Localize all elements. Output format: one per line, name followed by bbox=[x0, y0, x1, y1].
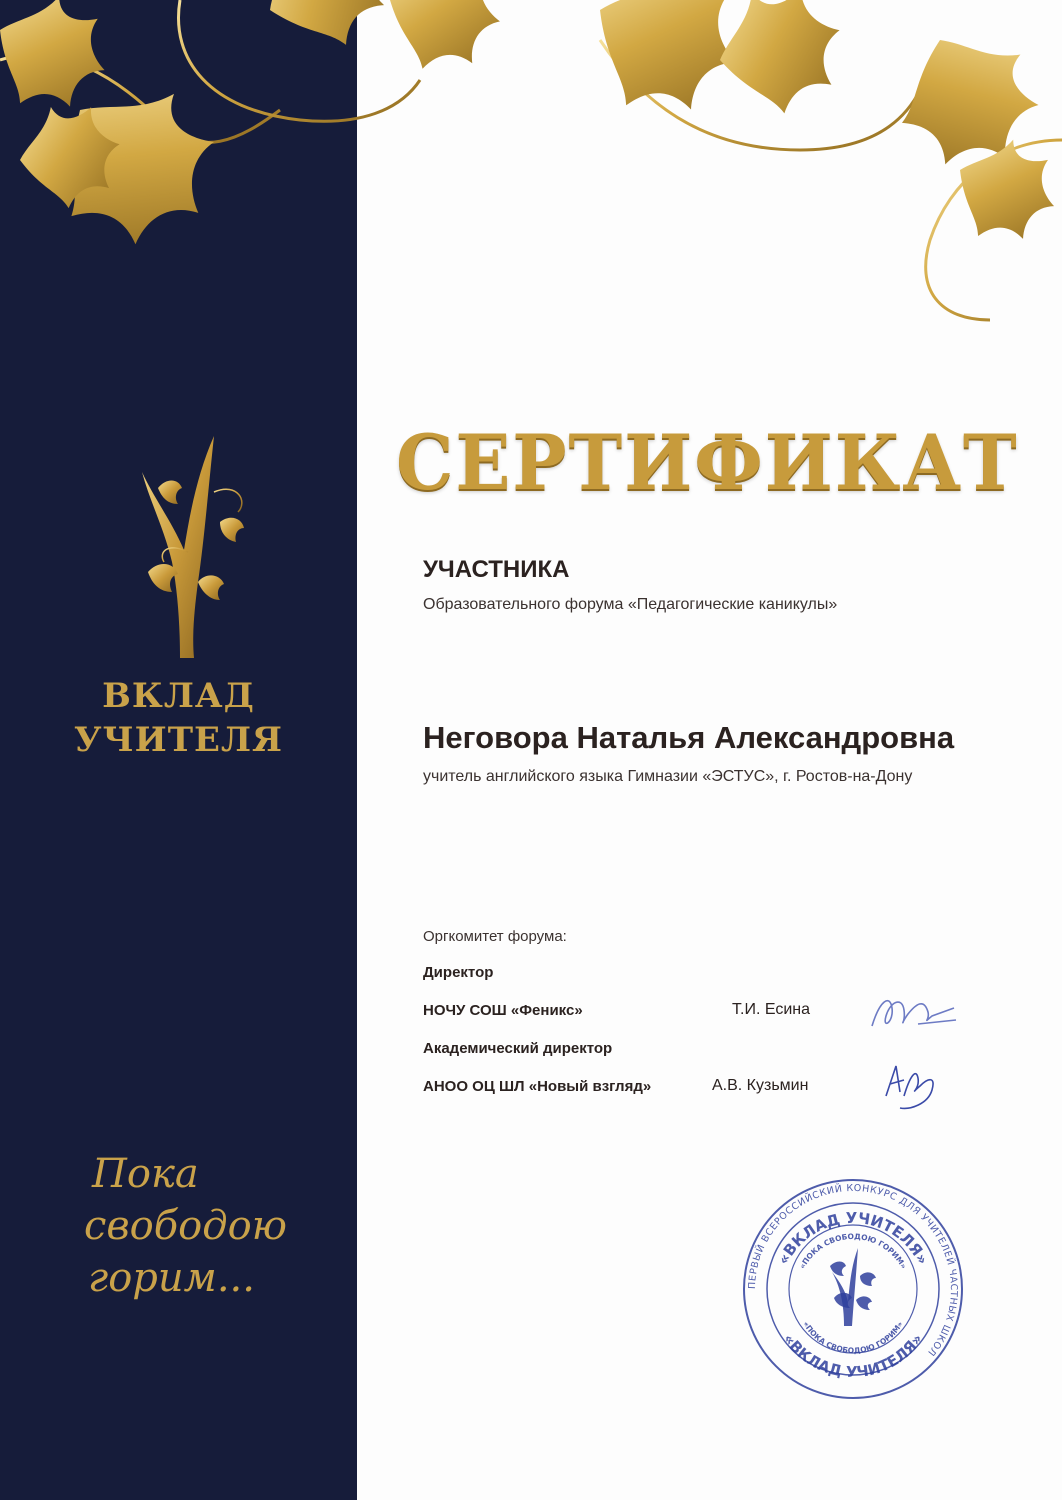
vine-tree-icon bbox=[128, 432, 268, 662]
slogan-line-3: горим... bbox=[88, 1255, 255, 1301]
signer-2-role: Академический директор bbox=[423, 1040, 613, 1057]
recipient-position: учитель английского языка Гимназии «ЭСТУС», г. Ростов-на-Дону bbox=[423, 768, 913, 785]
slogan-line-2: свободою bbox=[84, 1203, 287, 1249]
slogan-line-1: Пока bbox=[92, 1151, 199, 1197]
brand-line-1: ВКЛАД bbox=[102, 676, 255, 716]
round-seal-icon bbox=[740, 1176, 966, 1402]
stamp-top-text: «ВКЛАД УЧИТЕЛЯ» bbox=[774, 1208, 932, 1268]
svg-text:«ВКЛАД УЧИТЕЛЯ» bbox=[780, 1330, 927, 1381]
forum-name: Образовательного форума «Педагогические каникулы» bbox=[423, 596, 838, 613]
signer-2-org: АНОО ОЦ ШЛ «Новый взгляд» bbox=[423, 1078, 652, 1095]
signer-2-name: А.В. Кузьмин bbox=[712, 1077, 809, 1094]
svg-text:«ПОКА СВОБОДОЮ ГОРИМ» bbox=[801, 1320, 905, 1355]
brand-line-2: УЧИТЕЛЯ bbox=[73, 720, 284, 760]
certificate-subtitle: УЧАСТНИКА bbox=[423, 556, 570, 583]
stamp-outer-text: ПЕРВЫЙ ВСЕРОССИЙСКИЙ КОНКУРС ДЛЯ УЧИТЕЛЕЙ ЧАСТНЫХ ШКОЛ bbox=[746, 1182, 960, 1359]
organizers-label: Оргкомитет форума: bbox=[423, 928, 567, 945]
signature-2-icon bbox=[880, 1056, 944, 1114]
certificate-title: СЕРТИФИКАТ bbox=[396, 418, 1019, 507]
signer-1-org: НОЧУ СОШ «Феникс» bbox=[423, 1002, 583, 1019]
signature-1-icon bbox=[868, 990, 960, 1034]
stamp-bottom-text: «ВКЛАД УЧИТЕЛЯ» bbox=[779, 1330, 927, 1382]
signer-1-role: Директор bbox=[423, 964, 494, 981]
stamp-bottom-motto: «ПОКА СВОБОДОЮ ГОРИМ» bbox=[801, 1319, 905, 1356]
signer-1-name: Т.И. Есина bbox=[732, 1001, 810, 1018]
stamp-top-motto: «ПОКА СВОБОДОЮ ГОРИМ» bbox=[797, 1231, 909, 1271]
recipient-name: Неговора Наталья Александровна bbox=[423, 720, 955, 755]
